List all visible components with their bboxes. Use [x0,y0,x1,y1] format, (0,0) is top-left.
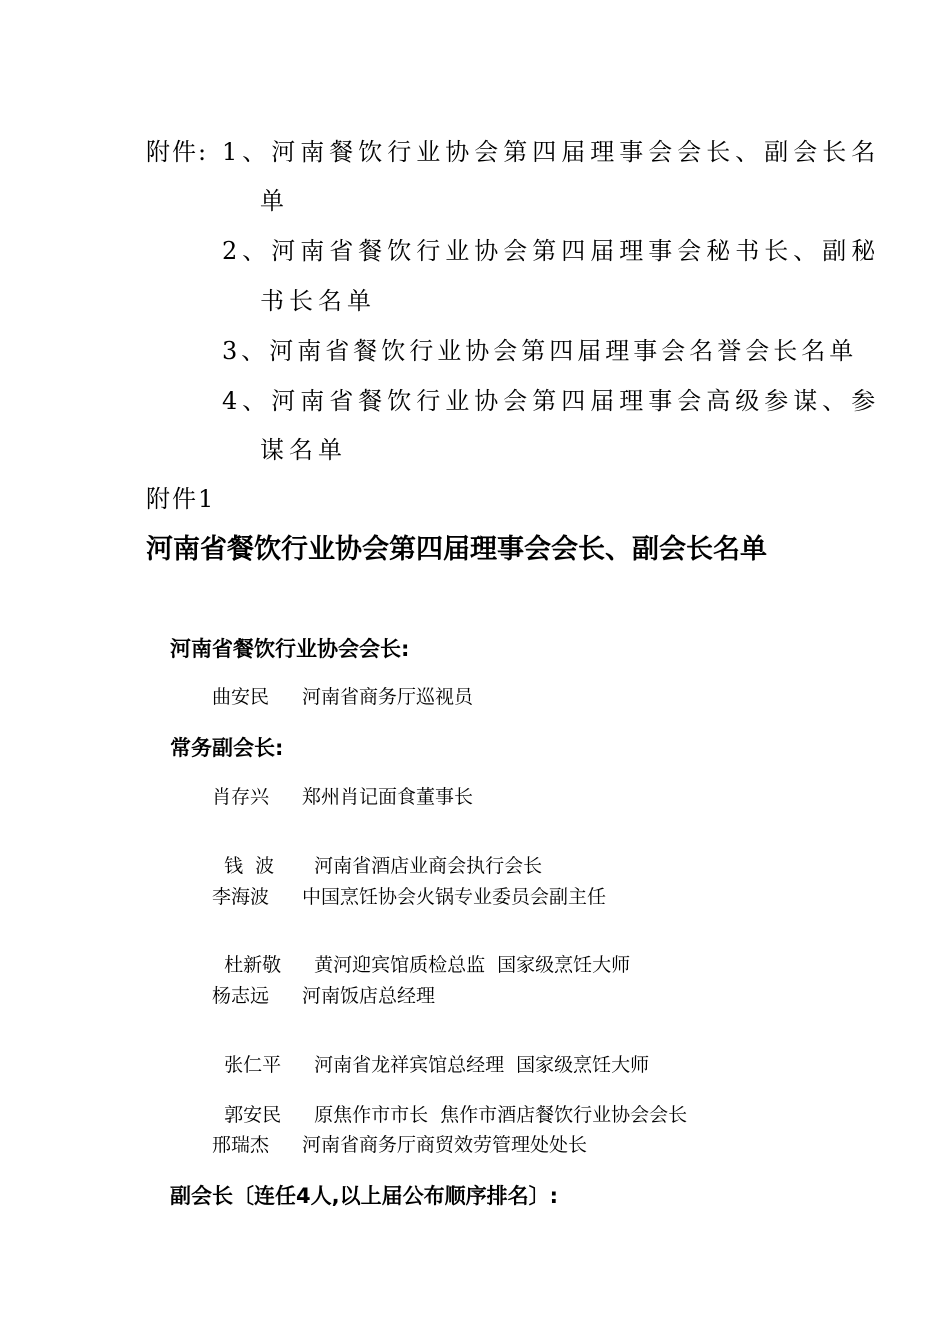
person-position: 郑州肖记面食董事长 [302,786,474,808]
list-item [212,1087,687,1125]
person-name: 钱 波 [224,855,275,877]
list-item [212,937,630,975]
person-position: 河南省商务厅巡视员 [302,686,474,708]
person-position: 河南省龙祥宾馆总经理 国家级烹饪大师 [314,1054,650,1076]
person-name: 肖存兴 [212,786,270,808]
person-name: 李海波 [212,886,270,908]
person-position: 河南饭店总经理 [302,985,436,1007]
person-name: 曲安民 [212,686,270,708]
attachment-item-2-line2: 书长名单 [260,287,376,315]
person-position: 中国烹饪协会火锅专业委员会副主任 [302,886,607,908]
list-item [212,1136,587,1155]
list-item [212,788,473,807]
list-item [212,987,435,1006]
person-position: 河南省酒店业商会执行会长 [314,855,543,877]
section-heading-vice-president: 副会长〔连任4人,以上届公布顺序排名〕: [170,1184,558,1208]
attachment-item-4-line1: 4、河南省餐饮行业协会第四届理事会高级参谋、参 [222,387,881,415]
attachment-item-2-line1: 2、河南省餐饮行业协会第四届理事会秘书长、副秘 [222,237,881,265]
person-name: 邢瑞杰 [212,1134,270,1156]
list-item [212,888,606,907]
attachment-item-1-line2: 单 [260,187,289,215]
page-title: 河南省餐饮行业协会第四届理事会会长、副会长名单 [146,534,767,565]
attachments-label: 附件: [146,138,209,166]
attachment-item-4-line2: 谋名单 [260,436,347,464]
appendix-label: 附件1 [146,485,216,513]
person-position: 河南省商务厅商贸效劳管理处处长 [302,1134,588,1156]
attachment-item-1-line1: 1、河南餐饮行业协会第四届理事会会长、副会长名 [222,138,881,166]
person-name: 杨志远 [212,985,270,1007]
person-position: 黄河迎宾馆质检总监 国家级烹饪大师 [314,954,631,976]
list-item [212,838,542,876]
list-item [212,688,473,707]
attachment-item-3-line1: 3、河南省餐饮行业协会第四届理事会名誉会长名单 [222,337,858,365]
person-position: 原焦作市市长 焦作市酒店餐饮行业协会会长 [314,1104,688,1126]
person-name: 杜新敬 [224,954,282,976]
section-heading-president: 河南省餐饮行业协会会长: [170,637,410,661]
list-item [212,1037,649,1075]
person-name: 张仁平 [224,1054,282,1076]
section-heading-executive-vice-president: 常务副会长: [170,736,284,760]
person-name: 郭安民 [224,1104,282,1126]
